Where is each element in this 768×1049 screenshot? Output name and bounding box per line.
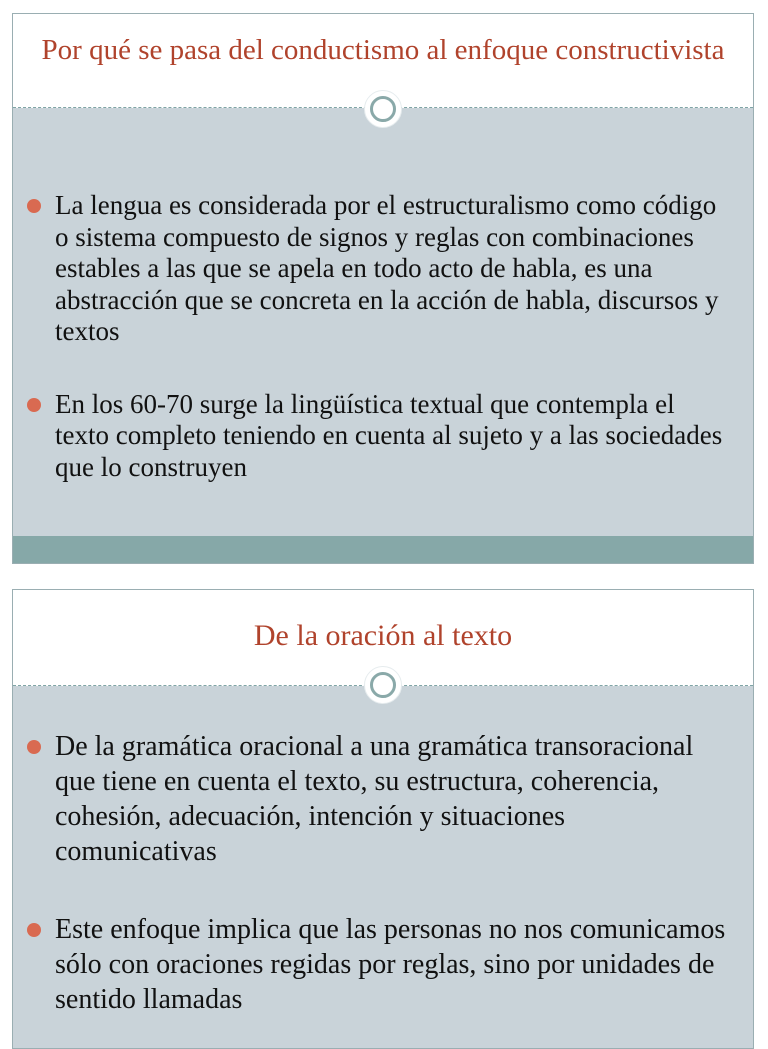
circle-ornament-icon (364, 666, 402, 704)
list-item (13, 729, 753, 869)
bullet-text: Este enfoque implica que las personas no nos comunicamos sólo con oraciones regidas por reglas, sino por unidades de sentido llamadas (55, 914, 726, 1015)
bullet-dot-icon (27, 398, 41, 412)
circle-ornament-icon (364, 90, 402, 128)
slide-title-text: De la oración al texto (253, 619, 513, 652)
slide-2 (12, 589, 754, 1049)
list-item (13, 190, 753, 348)
footer-band (13, 536, 753, 563)
list-item (13, 389, 753, 484)
bullet-dot-icon (27, 923, 41, 937)
bullet-text: La lengua es considerada por el estructuralismo como código o sistema compuesto de signos y reglas con combinaciones estables a las que se apela en todo acto de habla, es una abstracción que se concreta en la acción de habla, discursos y textos (55, 190, 719, 346)
bullet-list (13, 190, 753, 524)
bullet-text: En los 60-70 surge la lingüística textual que contempla el texto completo teniendo en cuenta al sujeto y a las sociedades que lo construyen (55, 388, 723, 482)
bullet-dot-icon (27, 740, 41, 754)
bullet-list (13, 729, 753, 1049)
bullet-dot-icon (27, 199, 41, 213)
slide-title-text: Por qué se pasa del conductismo al enfoque constructivista (41, 34, 725, 66)
list-item (13, 912, 753, 1017)
slide-1 (12, 13, 754, 564)
bullet-text: De la gramática oracional a una gramática transoracional que tiene en cuenta el texto, su estructura, coherencia, cohesión, adecuación, intención y situaciones comunicativas (55, 731, 694, 867)
